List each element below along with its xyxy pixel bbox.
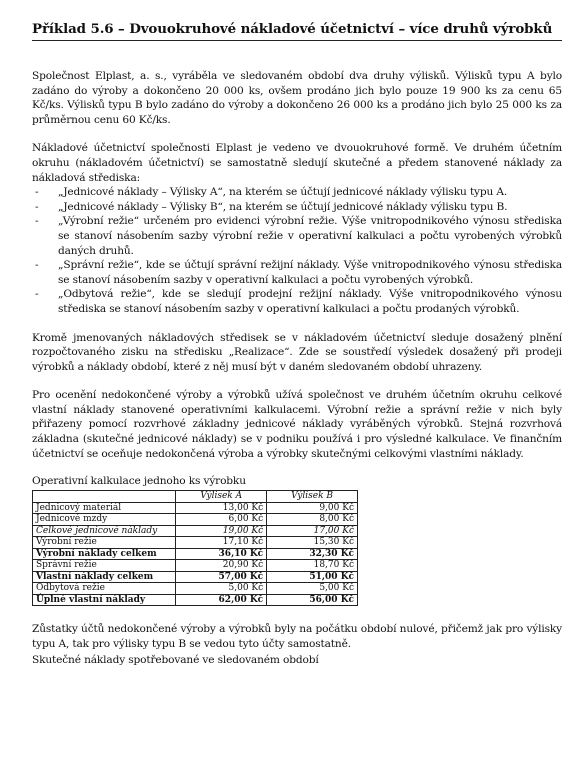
row-label: Výrobní režie [33,537,176,549]
row-value-a: 36,10 Kč [176,548,267,560]
row-value-a: 13,00 Kč [176,502,267,514]
row-value-b: 15,30 Kč [267,537,358,549]
list-item [32,200,562,215]
row-value-a: 57,00 Kč [176,571,267,583]
list-item-text: „Jednicové náklady – Výlisky A“, na kterém se účtují jednicové náklady výlisku typu A. [58,186,508,199]
list-item-text: „Jednicové náklady – Výlisky B“, na kterém se účtují jednicové náklady výlisku typu B. [58,200,508,213]
row-label: Vlastní náklady celkem [33,571,176,583]
row-label: Jednicový materiál [33,502,176,514]
row-value-a: 20,90 Kč [176,560,267,572]
table-row [33,525,358,537]
table-header-a: Výlisek A [176,491,267,503]
paragraph-accounting: Nákladové účetnictví společnosti Elplast je vedeno ve dvouokruhové formě. Ve druhém účetním okruhu (nákladovém účetnictví) se samostatně sledují skutečné a předem stanovené náklady za nákladová střediska: [32,142,562,184]
table-row [33,548,358,560]
table-row [33,583,358,595]
row-label: Odbytová režie [33,583,176,595]
row-label: Správní režie [33,560,176,572]
paragraph-intro: Společnost Elplast, a. s., vyráběla ve sledovaném období dva druhy výlisků. Výlisků typu A bylo zadáno do výroby a dokončeno 20 000 ks, ovšem prodáno jich bylo pouze 19 900 ks za cenu 65 Kč/ks. Výlisků typu B bylo zadáno do výroby a dokončeno 26 000 ks a prodáno jich bylo 25 000 ks za průměrnou cenu 60 Kč/ks. [32,70,562,126]
row-value-b: 5,00 Kč [267,583,358,595]
row-value-a: 19,00 Kč [176,525,267,537]
row-value-a: 5,00 Kč [176,583,267,595]
row-value-b: 32,30 Kč [267,548,358,560]
list-dash: - [35,186,39,199]
list-item [32,258,562,287]
row-value-a: 6,00 Kč [176,514,267,526]
row-value-b: 9,00 Kč [267,502,358,514]
row-value-b: 56,00 Kč [267,594,358,606]
paragraph-balances: Zůstatky účtů nedokončené výroby a výrobků byly na počátku období nulové, přičemž jak pro výlisky typu A, tak pro výlisky typu B se vedou tyto účty samostatně. [32,623,562,650]
table-caption: Operativní kalkulace jednoho ks výrobku [32,475,246,488]
list-dash: - [35,200,39,213]
list-item-text: „Správní režie“, kde se účtují správní režijní náklady. Výše vnitropodnikového výnosu střediska se stanoví násobením sazby v operativní kalkulaci a počtu vyrobených výrobků. [58,259,562,286]
cost-centre-list [32,185,562,316]
list-item [32,214,562,258]
list-dash: - [35,215,39,228]
table-row [33,514,358,526]
page-title: Příklad 5.6 – Dvouokruhové nákladové účetnictví – více druhů výrobků [32,20,562,41]
list-item-text: „Odbytová režie“, kde se sledují prodejní režijní náklady. Výše vnitropodnikového výnosu střediska se stanoví násobením sazby v operativní kalkulaci a počtu prodaných výrobků. [58,288,562,315]
paragraph-actual-costs: Skutečné náklady spotřebované ve sledovaném období [32,654,319,667]
row-label: Celkové jednicové náklady [33,525,176,537]
list-item-text: „Výrobní režie“ určeném pro evidenci výrobní režie. Výše vnitropodnikového výnosu střediska se stanoví násobením sazby výrobní režie v operativní kalkulaci a počtu vyrobených výrobků daných druhů. [58,215,562,257]
paragraph-realizace: Kromě jmenovaných nákladových středisek se v nákladovém účetnictví sleduje dosažený plnění rozpočtovaného zisku na středisku „Realizace“. Zde se soustředí výsledek dosažený při prodeji výrobků a náklady období, které z něj musí být v daném sledovaném období uhrazeny. [32,331,562,373]
table-row [33,502,358,514]
row-value-b: 17,00 Kč [267,525,358,537]
list-item [32,287,562,316]
row-value-a: 62,00 Kč [176,594,267,606]
table-row [33,560,358,572]
table-header-blank [33,491,176,503]
list-item [32,185,562,200]
row-value-b: 51,00 Kč [267,571,358,583]
row-value-b: 8,00 Kč [267,514,358,526]
table-header-b: Výlisek B [267,491,358,503]
table-row [33,537,358,549]
row-label: Úplné vlastní náklady [33,594,176,606]
row-label: Jednicové mzdy [33,514,176,526]
paragraph-valuation: Pro ocenění nedokončené výroby a výrobků užívá společnost ve druhém účetním okruhu celkové vlastní náklady stanovené operativními kalkulacemi. Výrobní režie a správní režie v nich byly přiřazeny pomocí rozvrhové základny jednicové náklady vyráběných výrobků. Stejná rozvrhová základna (skutečné jednicové náklady) se v podniku používá i pro výsledné kalkulace. Ve finančním účetnictví se oceňuje nedokončená výroba a výrobky skutečnými celkovými vlastními náklady. [32,389,562,460]
table-row [33,571,358,583]
calculation-table [32,490,358,606]
row-label: Výrobní náklady celkem [33,548,176,560]
table-row [33,594,358,606]
table-header-row [33,491,358,503]
document-page [32,20,562,668]
list-dash: - [35,288,39,301]
list-dash: - [35,259,39,272]
row-value-a: 17,10 Kč [176,537,267,549]
row-value-b: 18,70 Kč [267,560,358,572]
